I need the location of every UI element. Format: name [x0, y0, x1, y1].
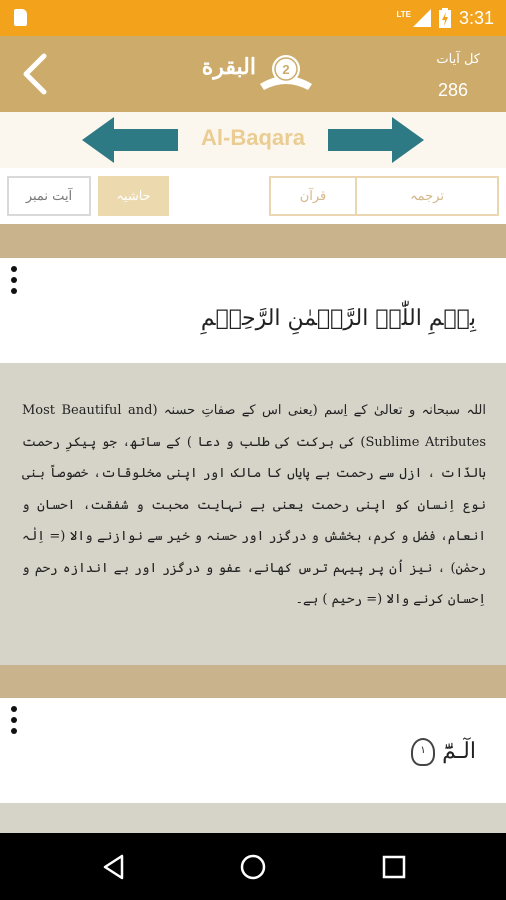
tab-tarjuma[interactable]: ترجمہ	[355, 176, 499, 216]
view-tabs	[0, 168, 506, 224]
verse-options-icon[interactable]	[9, 266, 19, 298]
surah-title	[190, 50, 320, 98]
tafsir-panel	[0, 363, 506, 665]
surah-name-english: Al-Baqara	[201, 125, 305, 150]
back-arrow-icon[interactable]	[18, 52, 54, 96]
tafsir-panel-next	[0, 803, 506, 833]
tab-ayat-number[interactable]: آیت نمبر	[7, 176, 91, 216]
status-bar	[0, 0, 506, 36]
verse-options-icon[interactable]	[9, 706, 19, 738]
signal-icon	[413, 9, 431, 27]
total-ayat-label: کل آیات	[436, 52, 480, 67]
separator-band	[0, 665, 506, 698]
back-triangle-icon[interactable]	[100, 853, 128, 881]
next-surah-arrow-icon[interactable]	[326, 115, 426, 165]
verse-arabic-text: بِسۡمِ اللّٰہِ الرَّحۡمٰنِ الرَّحِیۡمِ	[200, 306, 476, 331]
previous-surah-arrow-icon[interactable]	[80, 115, 180, 165]
surah-number: 2	[282, 62, 290, 77]
verse-card	[0, 698, 506, 803]
surah-name-arabic: البقرة	[201, 54, 256, 80]
sd-card-icon	[14, 9, 27, 26]
verse-arabic-text: الٓـمّٓ	[442, 739, 476, 764]
network-type: LTE	[396, 9, 411, 19]
home-circle-icon[interactable]	[239, 853, 267, 881]
tab-quran[interactable]: قرآن	[269, 176, 357, 216]
recents-square-icon[interactable]	[380, 853, 408, 881]
surah-navigation	[0, 112, 506, 168]
tab-hashiya[interactable]: حاشیہ	[98, 176, 169, 216]
app-header	[0, 36, 506, 112]
ayah-end-marker: ۱	[411, 738, 435, 766]
separator-band	[0, 224, 506, 258]
total-ayat-count: 286	[437, 80, 468, 100]
verse-arabic-line	[407, 738, 476, 766]
tafsir-text: اللہ سبحانہ و تعالیٰ کے اِسم (یعنی اس کے صفاتِ حسنہ (Most Beautiful and Sublime Atributes) کی برکت کی طلب و دعا ) کے ساتھ، جو پیکرِ رحمت بالذّات ، ازل سے رحمت بے پایاں کا مالک اور اپنی مخلوقات، خصوصاً بنی نوع اِنسان کو اپنی رحمت یعنی بے نہایت محبت و شفقت، احسان و انعام، فضل و کرم، بخشش و درگزر اور حسنہ و خیر سے نوازنے والا (= اِلٰہ رحمٰن) ، نیز اُن پر پیہم ترس کھانے، عفو و درگزر اور بے اندازہ رحم و اِحسان کرنے والا (= رحیم ) ہے۔	[22, 403, 487, 607]
verse-card	[0, 258, 506, 363]
clock: 3:31	[458, 7, 494, 28]
system-navigation-bar	[0, 833, 506, 900]
battery-charging-icon	[439, 8, 451, 28]
